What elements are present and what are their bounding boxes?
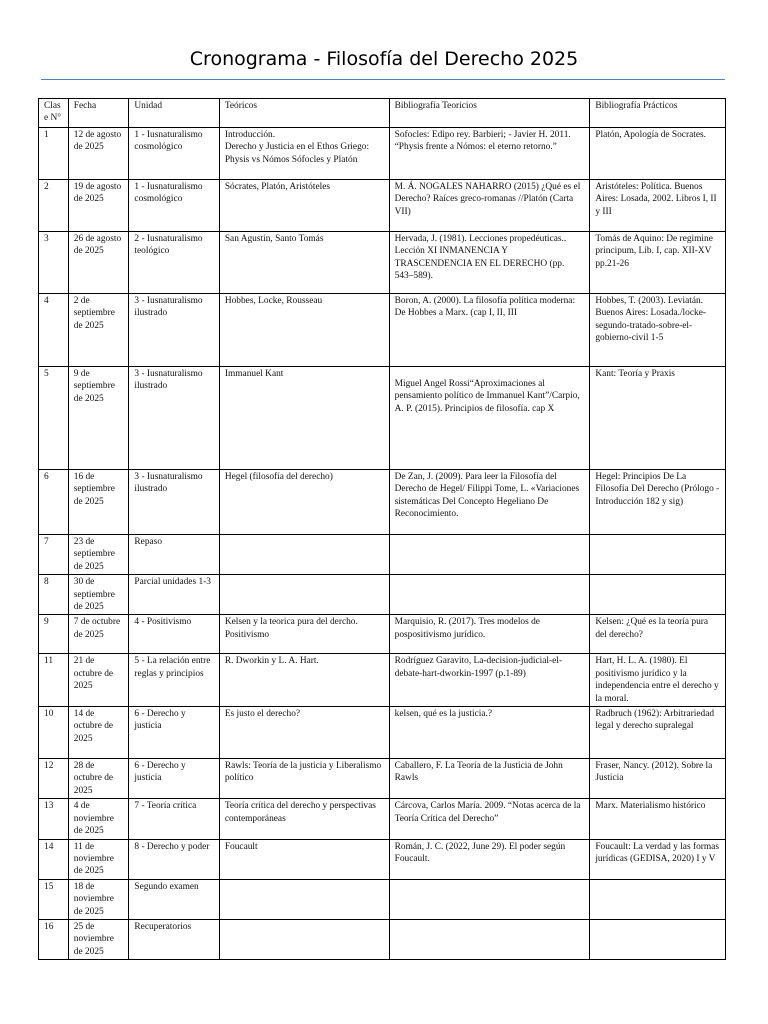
cell-clase [39, 232, 69, 294]
cell-teoricos [219, 128, 389, 180]
cell-bibliografia-practicos [590, 470, 726, 535]
cell-bibliografia-teoricos [389, 839, 590, 879]
cell-bibliografia-teoricos-text: M. Á. NOGALES NAHARRO (2015) ¿Qué es el Derecho? Raíces greco-romanas //Platón (Carta VII) [394, 182, 581, 217]
cell-bibliografia-practicos [590, 759, 726, 799]
cell-clase-text: 13 [44, 801, 54, 812]
cell-clase [39, 879, 69, 919]
cell-bibliografia-practicos [590, 232, 726, 294]
cell-clase-text: 8 [44, 577, 49, 588]
cell-fecha-text: 30 de septiembre de 2025 [73, 577, 115, 613]
cell-fecha-text: 16 de septiembre de 2025 [73, 472, 115, 507]
cell-unidad-text: 5 - La relación entre reglas y principios [134, 656, 211, 679]
cell-unidad [129, 128, 219, 180]
table-row [39, 879, 726, 919]
cell-bibliografia-practicos-text: Kelsen: ¿Qué es la teoría pura del derecho? [595, 617, 709, 640]
cell-bibliografia-practicos-text: Fraser, Nancy. (2012). Sobre la Justicia [595, 761, 713, 784]
cell-clase [39, 759, 69, 799]
cell-fecha-text: 4 de noviembre de 2025 [73, 801, 114, 837]
cell-clase [39, 470, 69, 535]
table-row [39, 294, 726, 367]
cell-clase-text: 16 [44, 921, 54, 932]
cell-unidad-text: 8 - Derecho y poder [134, 841, 210, 852]
cell-fecha-text: 19 de agosto de 2025 [73, 182, 122, 205]
cell-fecha [68, 470, 129, 535]
cell-fecha-text: 2 de septiembre de 2025 [73, 296, 115, 331]
cell-fecha [68, 879, 129, 919]
table-row [39, 367, 726, 470]
cell-fecha [68, 535, 129, 575]
cell-clase [39, 707, 69, 759]
cell-clase-text: 10 [44, 709, 54, 720]
table-row [39, 470, 726, 535]
cell-clase [39, 615, 69, 654]
cell-clase [39, 535, 69, 575]
cell-clase-text: 6 [44, 472, 49, 482]
table-row [39, 180, 726, 232]
cell-bibliografia-practicos [590, 294, 726, 367]
cell-bibliografia-teoricos [389, 759, 590, 799]
cell-fecha [68, 128, 129, 180]
cell-fecha [68, 367, 129, 470]
cell-unidad-text: Parcial unidades 1-3 [134, 577, 211, 588]
header-bibliografia-teoricos: Bibliografía Teoricios [389, 99, 590, 128]
cell-bibliografia-teoricos-text: Caballero, F. La Teoría de la Justicia de John Rawls [394, 761, 563, 784]
cell-clase [39, 919, 69, 959]
cell-bibliografia-practicos [590, 575, 726, 615]
cell-bibliografia-practicos-text: Aristóteles: Política. Buenos Aires: Losada, 2002. Libros I, II y III [595, 182, 717, 217]
cell-bibliografia-teoricos [389, 615, 590, 654]
cell-bibliografia-practicos [590, 707, 726, 759]
cell-unidad-text: 4 - Positivismo [134, 617, 192, 628]
cell-fecha-text: 14 de octubre de 2025 [73, 709, 114, 744]
cell-unidad [129, 575, 219, 615]
cell-fecha [68, 919, 129, 959]
cell-teoricos [219, 919, 389, 959]
cell-bibliografia-practicos-text: Hart, H. L. A. (1980). El positivismo jurídico y la independencia entre el derecho y la moral. [595, 656, 719, 704]
cell-teoricos [219, 799, 389, 839]
cell-bibliografia-teoricos-text: Hervada, J. (1981). Lecciones propedéuticas.. Lección XI INMANENCIA Y TRASCENDENCIA EN EL DERECHO (pp. 543–589). [394, 234, 567, 282]
table-row [39, 128, 726, 180]
cell-unidad [129, 759, 219, 799]
cell-teoricos [219, 294, 389, 367]
cell-bibliografia-teoricos-text: Román, J. C. (2022, June 29). El poder según Foucault. [394, 841, 566, 864]
header-clase: Clase N° [39, 99, 69, 128]
table-row [39, 707, 726, 759]
cell-clase [39, 575, 69, 615]
cell-bibliografia-teoricos [389, 799, 590, 839]
cell-teoricos [219, 879, 389, 919]
cell-bibliografia-practicos [590, 128, 726, 180]
cell-bibliografia-practicos [590, 879, 726, 919]
cell-clase-text: 15 [44, 881, 54, 892]
cell-fecha-text: 11 de noviembre de 2025 [73, 841, 114, 877]
cell-teoricos [219, 575, 389, 615]
cell-bibliografia-practicos [590, 615, 726, 654]
cell-teoricos-text: San Agustín, Santo Tomás [224, 234, 324, 244]
cell-bibliografia-teoricos [389, 919, 590, 959]
cell-bibliografia-teoricos [389, 128, 590, 180]
cell-teoricos [219, 839, 389, 879]
cell-clase-text: 1 [44, 130, 49, 140]
cell-bibliografia-practicos-text: Marx. Materialismo histórico [595, 801, 706, 812]
cell-unidad [129, 615, 219, 654]
cell-bibliografia-teoricos [389, 654, 590, 707]
cell-bibliografia-teoricos [389, 367, 590, 470]
cell-bibliografia-teoricos-text: Boron, A. (2000). La filosofía política moderna: De Hobbes a Marx. (cap I, II, III [394, 296, 576, 319]
cell-fecha [68, 799, 129, 839]
cell-teoricos [219, 232, 389, 294]
header-unidad: Unidad [129, 99, 219, 128]
cell-clase-text: 5 [44, 369, 49, 379]
cell-bibliografia-practicos-text: Kant: Teoría y Praxis [595, 369, 675, 379]
cell-unidad-text: 1 - Iusnaturalismo cosmológico [134, 182, 203, 205]
table-row [39, 799, 726, 839]
cell-bibliografia-practicos-text: Radbruch (1962): Arbitrariedad legal y derecho supralegal [595, 709, 715, 732]
cell-unidad [129, 654, 219, 707]
cell-bibliografia-teoricos [389, 575, 590, 615]
cell-clase [39, 294, 69, 367]
cell-bibliografia-practicos-text: Hegel: Principios De La Filosofía Del Derecho (Prólogo -Introducción 182 y sig) [595, 472, 720, 507]
table-row [39, 615, 726, 654]
cell-unidad [129, 707, 219, 759]
table-row [39, 759, 726, 799]
cell-unidad-text: Repaso [134, 537, 163, 547]
cell-teoricos [219, 470, 389, 535]
cell-unidad [129, 180, 219, 232]
table-row [39, 919, 726, 959]
cell-unidad-text: 3 - Iusnaturalismo ilustrado [134, 472, 203, 495]
cell-bibliografia-practicos [590, 919, 726, 959]
cell-bibliografia-practicos [590, 180, 726, 232]
cell-bibliografia-practicos-text: Platón, Apología de Socrates. [595, 130, 706, 140]
cell-bibliografia-teoricos-text: kelsen, qué es la justicia.? [394, 709, 493, 720]
table-header-row [39, 99, 726, 128]
cell-unidad-text: 6 - Derecho y justicia [134, 761, 186, 784]
cell-teoricos-text: Foucault [224, 841, 258, 852]
table-row [39, 654, 726, 707]
cell-teoricos-text: Kelsen y la teorica pura del dercho. Positivismo [224, 617, 358, 640]
cell-bibliografia-teoricos [389, 707, 590, 759]
cell-bibliografia-teoricos-text: De Zan, J. (2009). Para leer la Filosofía del Derecho de Hegel/ Filippi Tome, L. «Variaciones sistemáticas Del Concepto Hegeliano De Reconocimiento. [394, 472, 580, 520]
cell-teoricos-text: Rawls: Teoría de la justicia y Liberalismo político [224, 761, 382, 784]
cell-teoricos [219, 654, 389, 707]
cell-clase-text: 12 [44, 761, 54, 772]
cell-bibliografia-teoricos [389, 294, 590, 367]
cell-bibliografia-practicos [590, 367, 726, 470]
table-row [39, 575, 726, 615]
cell-clase [39, 180, 69, 232]
cell-unidad-text: Segundo examen [134, 881, 199, 892]
header-fecha: Fecha [68, 99, 129, 128]
cell-teoricos [219, 367, 389, 470]
schedule-table [38, 98, 726, 960]
cell-teoricos [219, 615, 389, 654]
cell-spacer [395, 368, 585, 378]
cell-clase-text: 14 [44, 841, 54, 852]
cell-bibliografia-teoricos [389, 232, 590, 294]
title-divider [41, 79, 725, 80]
cell-unidad-text: 3 - Iusnaturalismo ilustrado [134, 296, 203, 319]
cell-bibliografia-practicos [590, 654, 726, 707]
cell-unidad [129, 294, 219, 367]
cell-fecha [68, 180, 129, 232]
cell-fecha-text: 18 de noviembre de 2025 [73, 881, 114, 917]
cell-unidad [129, 839, 219, 879]
cell-bibliografia-teoricos-text: Sofocles: Edipo rey. Barbieri; - Javier H. 2011. “Physis frente a Nómos: el eterno retorno.” [394, 130, 571, 153]
cell-unidad-text: 7 - Teoría crítica [134, 801, 197, 812]
cell-bibliografia-teoricos-text: Cárcova, Carlos María. 2009. “Notas acerca de la Teoría Crítica del Derecho” [394, 801, 581, 824]
cell-teoricos [219, 759, 389, 799]
cell-teoricos-text: Hegel (filosofía del derecho) [224, 472, 333, 482]
header-teoricos: Teóricos [219, 99, 389, 128]
cell-fecha [68, 759, 129, 799]
cell-teoricos [219, 180, 389, 232]
cell-clase [39, 839, 69, 879]
cell-bibliografia-practicos-text: Hobbes, T. (2003). Leviatán. Buenos Aires: Losada./locke-segundo-tratado-sobre-el-gobierno-civil 1-5 [595, 296, 706, 344]
cell-bibliografia-teoricos [389, 470, 590, 535]
cell-bibliografia-teoricos [389, 879, 590, 919]
cell-bibliografia-practicos-text: Tomás de Aquino: De regimine principum, Lib. I, cap. XII-XV pp.21-26 [595, 234, 713, 269]
cell-bibliografia-teoricos-text: Miguel Angel Rossi“Aproximaciones al pensamiento político de Immanuel Kant”/Carpio, A. P. (2015). Principios de filosofía. cap X [394, 379, 580, 414]
cell-unidad-text: 3 - Iusnaturalismo ilustrado [134, 369, 203, 392]
cell-clase [39, 367, 69, 470]
cell-clase [39, 128, 69, 180]
cell-unidad [129, 367, 219, 470]
cell-fecha-text: 9 de septiembre de 2025 [73, 369, 115, 404]
document-title: Cronograma - Filosofía del Derecho 2025 [189, 48, 579, 70]
cell-fecha-text: 26 de agosto de 2025 [73, 234, 122, 257]
cell-clase-text: 7 [44, 537, 49, 547]
cell-unidad [129, 879, 219, 919]
cell-unidad-text: 1 - Iusnaturalismo cosmológico [134, 130, 203, 153]
cell-unidad [129, 799, 219, 839]
cell-clase-text: 11 [44, 656, 54, 667]
cell-clase-text: 9 [44, 617, 49, 628]
cell-unidad-text: 2 - Iusnaturalismo teológico [134, 234, 203, 257]
table-row [39, 535, 726, 575]
cell-bibliografia-practicos [590, 799, 726, 839]
cell-fecha [68, 575, 129, 615]
cell-bibliografia-teoricos-text: Rodríguez Garavito, La-decision-judicial-el-debate-hart-dworkin-1997 (p.1-89) [394, 656, 563, 679]
cell-teoricos-text: R. Dworkin y L. A. Hart. [224, 656, 319, 667]
cell-teoricos-text: Es justo el derecho? [224, 709, 301, 720]
table-row [39, 232, 726, 294]
cell-unidad [129, 919, 219, 959]
cell-teoricos-text: Teoría crítica del derecho y perspectivas contemporáneas [224, 801, 376, 824]
cell-fecha-text: 21 de octubre de 2025 [73, 656, 114, 692]
cell-fecha-text: 7 de octubre de 2025 [73, 617, 121, 640]
cell-bibliografia-teoricos-text: Marquisio, R. (2017). Tres modelos de pospositivismo jurídico. [394, 617, 540, 640]
cell-bibliografia-practicos [590, 535, 726, 575]
cell-teoricos [219, 535, 389, 575]
cell-fecha-text: 28 de octubre de 2025 [73, 761, 114, 796]
cell-unidad [129, 470, 219, 535]
cell-fecha [68, 615, 129, 654]
cell-clase-text: 3 [44, 234, 49, 244]
cell-unidad [129, 535, 219, 575]
cell-fecha-text: 23 de septiembre de 2025 [73, 537, 115, 572]
cell-bibliografia-teoricos [389, 535, 590, 575]
cell-unidad-text: 6 - Derecho y justicia [134, 709, 186, 732]
cell-fecha [68, 294, 129, 367]
cell-teoricos [219, 707, 389, 759]
cell-fecha [68, 654, 129, 707]
cell-clase [39, 799, 69, 839]
cell-clase-text: 2 [44, 182, 49, 192]
cell-unidad-text: Recuperatorios [134, 921, 192, 932]
cell-clase [39, 654, 69, 707]
cell-fecha-text: 12 de agosto de 2025 [73, 130, 122, 153]
cell-bibliografia-practicos-text: Foucault: La verdad y las formas jurídicas (GEDISA, 2020) I y V [595, 841, 719, 864]
cell-bibliografia-practicos [590, 839, 726, 879]
header-bibliografia-practicos: Bibliografía Prácticos [590, 99, 726, 128]
cell-teoricos-text: Hobbes, Locke, Rousseau [224, 296, 323, 306]
cell-bibliografia-teoricos [389, 180, 590, 232]
cell-clase-text: 4 [44, 296, 49, 306]
cell-fecha [68, 707, 129, 759]
cell-fecha-text: 25 de noviembre de 2025 [73, 921, 114, 957]
cell-fecha [68, 839, 129, 879]
table-row [39, 839, 726, 879]
cell-teoricos-text: Introducción. Derecho y Justicia en el Ethos Griego: Physis vs Nómos Sófocles y Platón [224, 130, 370, 165]
cell-fecha [68, 232, 129, 294]
cell-teoricos-text: Immanuel Kant [224, 369, 284, 379]
cell-unidad [129, 232, 219, 294]
cell-teoricos-text: Sócrates, Platón, Aristóteles [224, 182, 331, 192]
